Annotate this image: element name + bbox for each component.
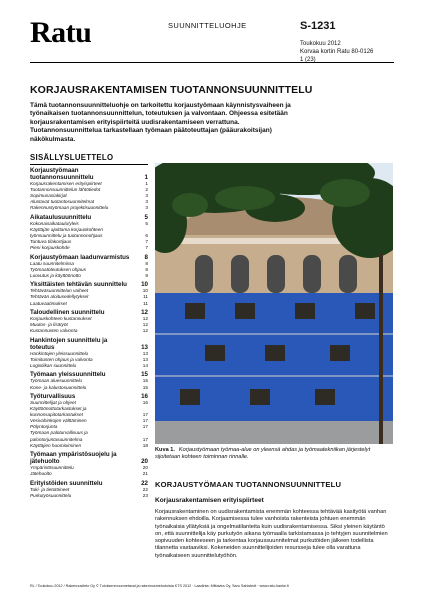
toc-item-page: 2 <box>145 187 148 193</box>
section-body: Korjausrakentaminen on uudisrakentamista enemmän kohteessa tehtävää kasityötä vanhan rakennuksen ehdoilla. Korjaamisessa tulee vanhoista rakenteista johtuen enemmän työnaikaisia yllätyksiä ja ongelmatilanteita kuin uudisrakentamisessa. Siksi yleinen käytäntö on, että suunnittelija käy purkutyön aikana työmaalla tarkistamassa jo tehtyjen suunnitelmien sopivuuden kohteeseen ja tarkentaa korjaussuunnitelmat purkutöiden jälkeen todellista tilannetta vastaaviksi. Kokeneiden suunnittelijoiden resursseja tulee olla varattuna työnaikaiseen suunnittelutyöhön. <box>155 509 388 559</box>
toc-item-label: Käyttöönottotarkastukset ja <box>30 406 87 412</box>
toc-item-label: Kokonaisaikataulu/yleis <box>30 220 79 226</box>
page-footer: RL / Toukokuu 2012 / Rakennustieto Oy © Tuloksenmuunnetaval ja rakennusmetodoista KTS 2012 · Laadinta: Mittavira Oy, Saru Sahlstedt · www.ratu-hanke.fi <box>30 584 289 588</box>
toc-item-label: palontorjuntasuunnitelma <box>30 436 83 442</box>
toc-section <box>30 480 148 499</box>
toc-item-page: 11 <box>143 294 148 300</box>
toc-item-page: 16 <box>142 399 148 405</box>
toc-section-heading <box>30 371 148 378</box>
toc-item-label: Logistiikan suunnittelu <box>30 362 77 368</box>
toc-section <box>30 371 148 390</box>
toc-section-title: Korjaustyömaan tuotannonsuunnittelu <box>30 167 94 181</box>
toc-section-title: Aikataulusuunnittelu <box>30 213 92 221</box>
toc-section-page: 22 <box>141 479 148 487</box>
toc-section-page: 20 <box>141 458 148 466</box>
toc-item <box>30 245 148 251</box>
toc-section-heading <box>30 254 148 261</box>
toc-item-label: Toimitusten ohjaus ja valvonta <box>30 356 93 362</box>
toc-section-title: Työmaan yleissuunnittelu <box>30 371 106 379</box>
toc-item <box>30 273 148 279</box>
toc-item-page: 7 <box>145 239 148 245</box>
toc-item-label: Tuotannonsuunnittelun lähtötiedot <box>30 187 101 193</box>
toc-section-heading <box>30 167 148 181</box>
toc-item-page: 3 <box>145 193 148 199</box>
figure-caption-text: Korjaustyömaan työmaa-alue on yleensä ahdas ja työmaatekniikan järjestelyt sijoitetaan kohteen toiminnan rinnalle. <box>155 447 371 460</box>
toc-item-label: Luovutus ja käyttöönotto <box>30 272 81 278</box>
toc-item-page: 18 <box>142 442 148 448</box>
toc-item-page: 15 <box>142 378 148 384</box>
toc-item-page: 14 <box>142 362 148 368</box>
intro-paragraph: Tämä tuotannonsuunnitteluohje on tarkoitettu korjaustyömaan käynnistysvaiheen ja työnaikaisen tuotannonsuunnittelun, toteutuksen ja valvontaan. Ohjeessa esitetään korjausrakentamisen erityispiirteitä uudisrakentamiseen verrattuna. Tuotannonsuunnittelua tarkastellaan työmaan päätoteuttajan (pääurakoitsijan) näkökulmasta. <box>30 102 291 143</box>
toc-item-page: 8 <box>145 266 148 272</box>
toc-section <box>30 309 148 334</box>
toc-item <box>30 301 148 307</box>
toc-item-page: 20 <box>142 465 148 471</box>
toc-item-label: Korjauskohteen kustannukset <box>30 316 92 322</box>
toc-section-heading <box>30 281 148 288</box>
toc-item-label: Käyttäjien huomioiminen <box>30 442 82 448</box>
toc-section-page: 10 <box>141 281 148 289</box>
toc-item-label: Ympäristösuunnittelu <box>30 465 74 471</box>
toc-item-label: työnsuunnittelu ja tuotannonohjaus <box>30 233 103 239</box>
toc-section <box>30 214 148 251</box>
toc-item-label: Työmaan paloturvallisuus ja <box>30 430 88 436</box>
toc-item-label: kunnossapitotarkastukset <box>30 412 83 418</box>
toc-item-page: 7 <box>145 245 148 251</box>
toc-section-page: 16 <box>141 392 148 400</box>
toc-item <box>30 205 148 211</box>
toc-item-page: 12 <box>142 322 148 328</box>
toc-item <box>30 363 148 369</box>
toc-section-page: 8 <box>144 253 148 261</box>
toc-title: SISÄLLYSLUETTELO <box>30 153 114 162</box>
toc-item-label: Purkutyösuunnittelu <box>30 492 72 498</box>
document-title: KORJAUSRAKENTAMISEN TUOTANNONSUUNNITTELU <box>30 84 313 96</box>
toc-item-label: Korjausrakentamisen erityispiirteet <box>30 181 102 186</box>
toc-item-page: 11 <box>143 300 148 306</box>
toc-item-page: 23 <box>142 492 148 498</box>
meta-pages: 1 (23) <box>300 57 316 63</box>
series-label: SUUNNITTELUOHJE <box>168 21 247 30</box>
site-photo <box>155 163 393 444</box>
toc-item-page: 15 <box>142 384 148 390</box>
toc-item <box>30 471 148 477</box>
toc-item-page: 1 <box>145 181 148 186</box>
toc-item-label: Tuki- ja tietotöineet <box>30 486 70 492</box>
toc-item-label: Laatuvaatimukset <box>30 300 67 306</box>
document-meta <box>300 40 373 64</box>
section-title: KORJAUSTYÖMAAN TUOTANNONSUUNNITTELU <box>155 480 342 489</box>
toc-item-page: 13 <box>142 356 148 362</box>
toc-item-label: Tuntuva tilakortijaus <box>30 239 72 245</box>
toc-item-page: 13 <box>142 350 148 356</box>
toc-section-page: 12 <box>141 309 148 317</box>
toc-item-page: 9 <box>145 272 148 278</box>
meta-date: Toukokuu 2012 <box>300 41 341 47</box>
header-divider <box>30 62 394 63</box>
toc-item-page: 17 <box>142 418 148 424</box>
toc-section <box>30 393 148 449</box>
toc-section-page: 5 <box>144 213 148 221</box>
toc-item-label: Tehtävän aloitusedellytykset <box>30 294 89 300</box>
toc-item-label: Pölyntorjunta <box>30 424 58 430</box>
toc-section-title: Taloudellinen suunnittelu <box>30 309 105 317</box>
toc-item-label: Alustavat tuotantosuunnitelmat <box>30 199 95 205</box>
toc-item-page: 12 <box>142 316 148 322</box>
toc-item <box>30 385 148 391</box>
toc-divider <box>30 164 148 165</box>
toc-item-page: 10 <box>142 288 148 294</box>
toc-item-label: Suunnittelijat ja ohjeet <box>30 399 76 405</box>
toc-item-page: 17 <box>142 412 148 418</box>
toc-section <box>30 337 148 369</box>
document-code: S-1231 <box>300 20 336 32</box>
toc-item-page: 6 <box>145 233 148 239</box>
toc-section-title: Työmaan ympäristösuojelu ja jätehuolto <box>30 451 117 466</box>
toc-section-page: 13 <box>141 343 148 351</box>
toc-section-heading <box>30 214 148 221</box>
toc-item-label: Kustannusten valvonta <box>30 328 78 334</box>
toc-section <box>30 281 148 306</box>
toc-item-label: Hankintojen yleissuunnittelu <box>30 350 89 356</box>
toc-section-title: Erityistöiden suunnittelu <box>30 479 103 487</box>
toc-section-heading <box>30 451 148 465</box>
toc-section <box>30 451 148 477</box>
toc-section-page: 15 <box>141 371 148 379</box>
toc-section <box>30 167 148 211</box>
toc-item-label: Kone- ja kalustosuunnittelu <box>30 384 87 390</box>
section-subtitle: Korjausrakentamisen erityispiirteet <box>155 497 264 504</box>
toc-item-label: Työmaatoteutuksen ohjaus <box>30 266 86 272</box>
toc-section-title: Hankintojen suunnittelu ja toteutus <box>30 336 108 351</box>
toc-section-heading <box>30 309 148 316</box>
meta-replaces: Korvaa kortin Ratu 80-0126 <box>300 49 374 55</box>
toc-item-label: Laatu suunnitelmissa <box>30 260 75 266</box>
figure-caption <box>155 447 393 461</box>
toc-section-heading <box>30 393 148 400</box>
toc-section-title: Työturvallisuus <box>30 392 76 400</box>
toc-item-label: Muutos- ja lisätyöt <box>30 322 68 328</box>
toc-section-title: Korjaustyömaan laadunvarmistus <box>30 253 130 261</box>
table-of-contents <box>30 167 148 499</box>
toc-item-page: 17 <box>142 424 148 430</box>
toc-section-heading <box>30 480 148 487</box>
toc-item-page: 17 <box>142 436 148 442</box>
toc-item <box>30 493 148 499</box>
toc-item-page: 21 <box>142 471 148 477</box>
toc-item-label: Rakennustyömaan projektisuunnittelu <box>30 205 109 211</box>
toc-item-page: 8 <box>145 260 148 266</box>
toc-item <box>30 443 148 449</box>
toc-section-title: Yksittäisten tehtävän suunnittelu <box>30 281 127 289</box>
toc-item-page: 22 <box>142 486 148 492</box>
toc-item-label: Käyttäjän ajoittama korjauskohteen <box>30 226 103 232</box>
toc-item-page: 3 <box>145 205 148 211</box>
toc-item-page: 5 <box>145 220 148 226</box>
toc-item-label: Tehtäväsuunnittelun vaiheet <box>30 288 89 294</box>
toc-item-label: Pieni korjauskohde <box>30 245 70 251</box>
toc-item-label: Työmaan aluesuunnittelu <box>30 378 83 384</box>
toc-section-page: 1 <box>144 174 148 181</box>
toc-item-label: Jätehuolto <box>30 471 52 477</box>
toc-item-page: 3 <box>145 199 148 205</box>
toc-section-heading <box>30 337 148 351</box>
toc-item <box>30 328 148 334</box>
toc-item-page: 12 <box>142 328 148 334</box>
toc-section <box>30 254 148 279</box>
ratu-logo: Ratu <box>30 16 92 49</box>
toc-item-label: Vesivahinkojen välttäminen <box>30 418 87 424</box>
toc-item-label: Sopimusasiakirjat <box>30 193 67 199</box>
figure-label: Kuva 1. <box>155 447 175 453</box>
